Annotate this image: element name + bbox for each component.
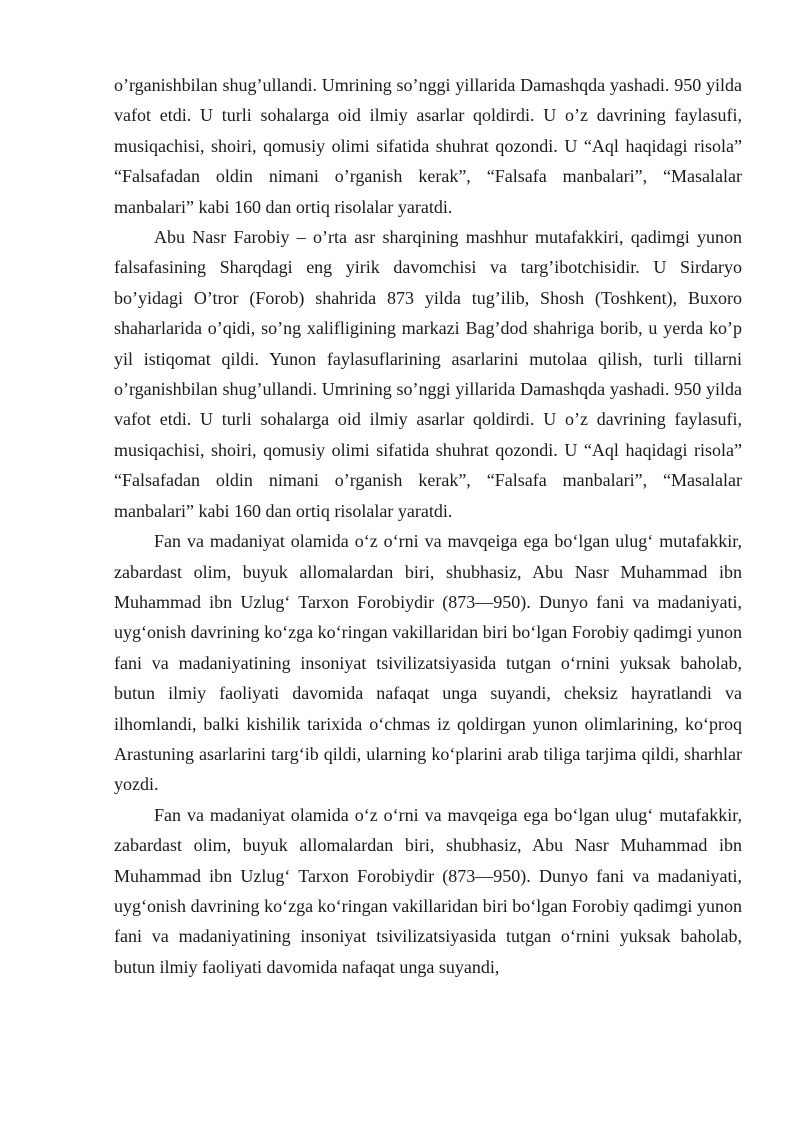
paragraph-farobiy-legacy: Fan va madaniyat olamida o‘z o‘rni va mavqeiga ega bo‘lgan ulug‘ mutafakkir, zabardast olim, buyuk allomalardan biri, shubhasiz, Abu Nasr Muhammad ibn Muhammad ibn Uzlug‘ Tarxon Forobiydir (873—950). Dunyo fani va madaniyati, uyg‘onish davrining ko‘zga ko‘ringan vakillaridan biri bo‘lgan Forobiy qadimgi yunon fani va madaniyatining insoniyat tsivilizatsiyasida tutgan o‘rnini yuksak baholab, butun ilmiy faoliyati davomida nafaqat unga suyandi, cheksiz hayratlandi va ilhomlandi, balki kishilik tarixida o‘chmas iz qoldirgan yunon olimlarining, ko‘proq Arastuning asarlarini targ‘ib qildi, ularning ko‘plarini arab tiliga tarjima qildi, sharhlar yozdi. xyxy=(114,531,742,795)
paragraph-farobiy-biography: Abu Nasr Farobiy – o’rta asr sharqining mashhur mutafakkiri, qadimgi yunon falsafasining Sharqdagi eng yirik davomchisi va targ’ibotchisidir. U Sirdaryo bo’yidagi O’tror (Forob) shahrida 873 yilda tug’ilib, Shosh (Toshkent), Buxoro shaharlarida o’qidi, so’ng xalifligining markazi Bag’dod shahriga borib, u yerda ko’p yil istiqomat qildi. Yunon faylasuflarining asarlarini mutolaa qilish, turli tillarni o’rganishbilan shug’ullandi. Umrining so’nggi yillarida Damashqda yashadi. 950 yilda vafot etdi. U turli sohalarga oid ilmiy asarlar qoldirdi. U o’z davrining faylasufi, musiqachisi, shoiri, qomusiy olimi sifatida shuhrat qozondi. U “Aql haqidagi risola” “Falsafadan oldin nimani o’rganish kerak”, “Falsafa manbalari”, “Masalalar manbalari” kabi 160 dan ortiq risolalar yaratdi. xyxy=(114,227,742,521)
document-page xyxy=(114,70,742,982)
paragraph-farobiy-legacy-repeat: Fan va madaniyat olamida o‘z o‘rni va mavqeiga ega bo‘lgan ulug‘ mutafakkir, zabardast olim, buyuk allomalardan biri, shubhasiz, Abu Nasr Muhammad ibn Muhammad ibn Uzlug‘ Tarxon Forobiydir (873—950). Dunyo fani va madaniyati, uyg‘onish davrining ko‘zga ko‘ringan vakillaridan biri bo‘lgan Forobiy qadimgi yunon fani va madaniyatining insoniyat tsivilizatsiyasida tutgan o‘rnini yuksak baholab, butun ilmiy faoliyati davomida nafaqat unga suyandi, xyxy=(114,804,742,977)
paragraph-continuation: o’rganishbilan shug’ullandi. Umrining so’nggi yillarida Damashqda yashadi. 950 yilda vafot etdi. U turli sohalarga oid ilmiy asarlar qoldirdi. U o’z davrining faylasufi, musiqachisi, shoiri, qomusiy olimi sifatida shuhrat qozondi. U “Aql haqidagi risola” “Falsafadan oldin nimani o’rganish kerak”, “Falsafa manbalari”, “Masalalar manbalari” kabi 160 dan ortiq risolalar yaratdi. xyxy=(114,75,742,217)
